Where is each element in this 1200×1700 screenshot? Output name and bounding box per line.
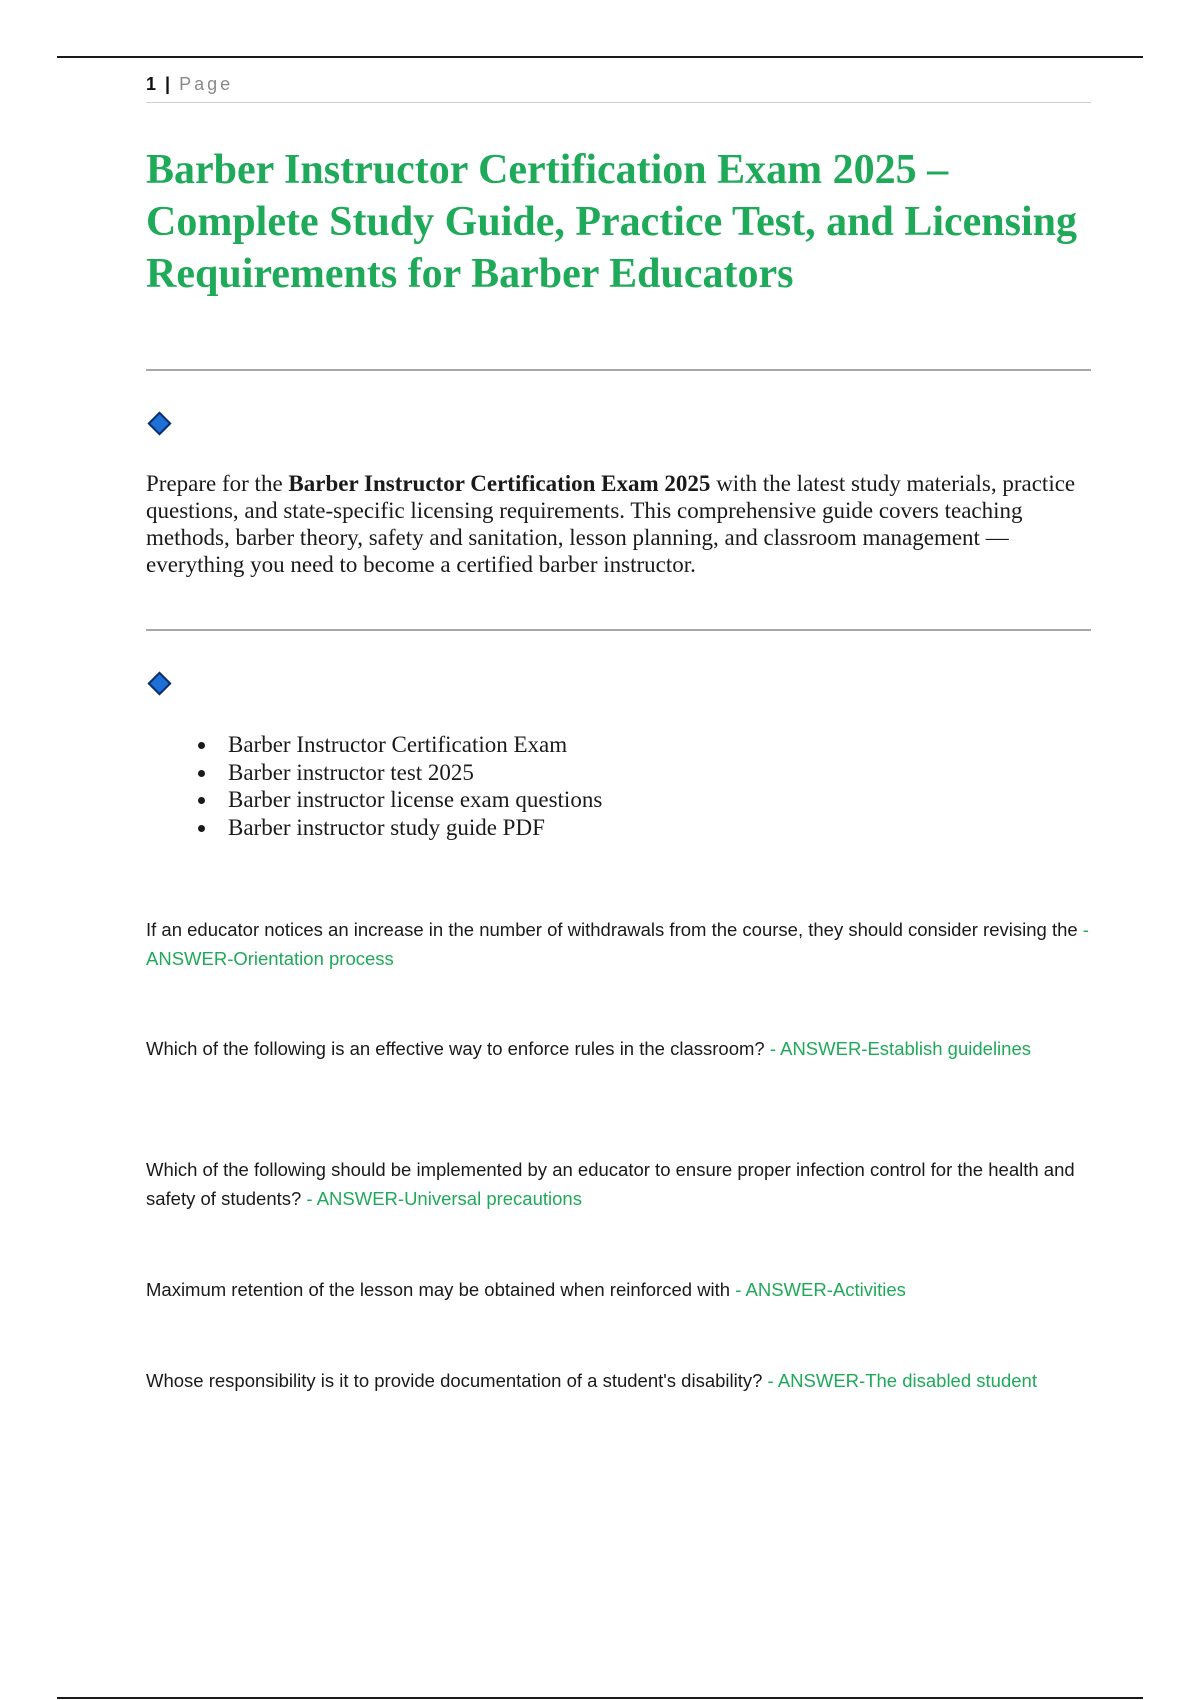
question-text: Which of the following should be implemented by an educator to ensure proper infection control for the health and safety of students? [146,1159,1075,1209]
page-border-bottom [57,1697,1143,1699]
intro-text-before: Prepare for the [146,471,289,496]
answer-text: - ANSWER-Orientation process [146,919,1089,969]
intro-text-bold: Barber Instructor Certification Exam 2025 [288,471,711,496]
question-text: Which of the following is an effective way to enforce rules in the classroom? [146,1038,765,1059]
question-text: If an educator notices an increase in the number of withdrawals from the course, they should consider revising the [146,919,1078,940]
page-header [146,74,1091,103]
keyword-item: • Barber instructor test 2025 [218,759,602,787]
answer-text: - ANSWER-Universal precautions [301,1188,582,1209]
page-separator: | [165,74,171,94]
intro-text-after: with the latest study materials, practice questions, and state-specific licensing requirements. This comprehensive guide covers teaching methods, barber theory, safety and sanitation, lesson planning, and classroom management — everything you need to become a certified barber instructor. [146,471,1076,577]
keyword-item: • Barber Instructor Certification Exam [218,731,602,759]
answer-text: - ANSWER-The disabled student [762,1370,1037,1391]
page-border-top [57,56,1143,58]
question-text: Whose responsibility is it to provide documentation of a student's disability? [146,1370,763,1391]
keyword-item: • Barber instructor license exam questions [218,786,602,814]
diamond-icon [147,671,171,695]
section-divider [146,369,1091,371]
diamond-icon [147,411,171,435]
section-divider [146,629,1091,631]
answer-text: - ANSWER-Activities [730,1279,906,1300]
qa-item [146,1366,1091,1395]
qa-item [146,1275,1091,1304]
qa-item [146,1155,1091,1213]
intro-paragraph [146,470,1091,578]
answer-text: - ANSWER-Establish guidelines [764,1038,1031,1059]
qa-item [146,915,1091,973]
page-number: 1 [146,74,157,94]
keyword-list [146,731,602,841]
qa-item [146,1034,1091,1063]
keyword-item: • Barber instructor study guide PDF [218,814,602,842]
page-label: Page [179,74,234,94]
question-text: Maximum retention of the lesson may be obtained when reinforced with [146,1279,731,1300]
document-title: Barber Instructor Certification Exam 2025 – Complete Study Guide, Practice Test, and Licensing Requirements for Barber Educators [146,147,1078,297]
